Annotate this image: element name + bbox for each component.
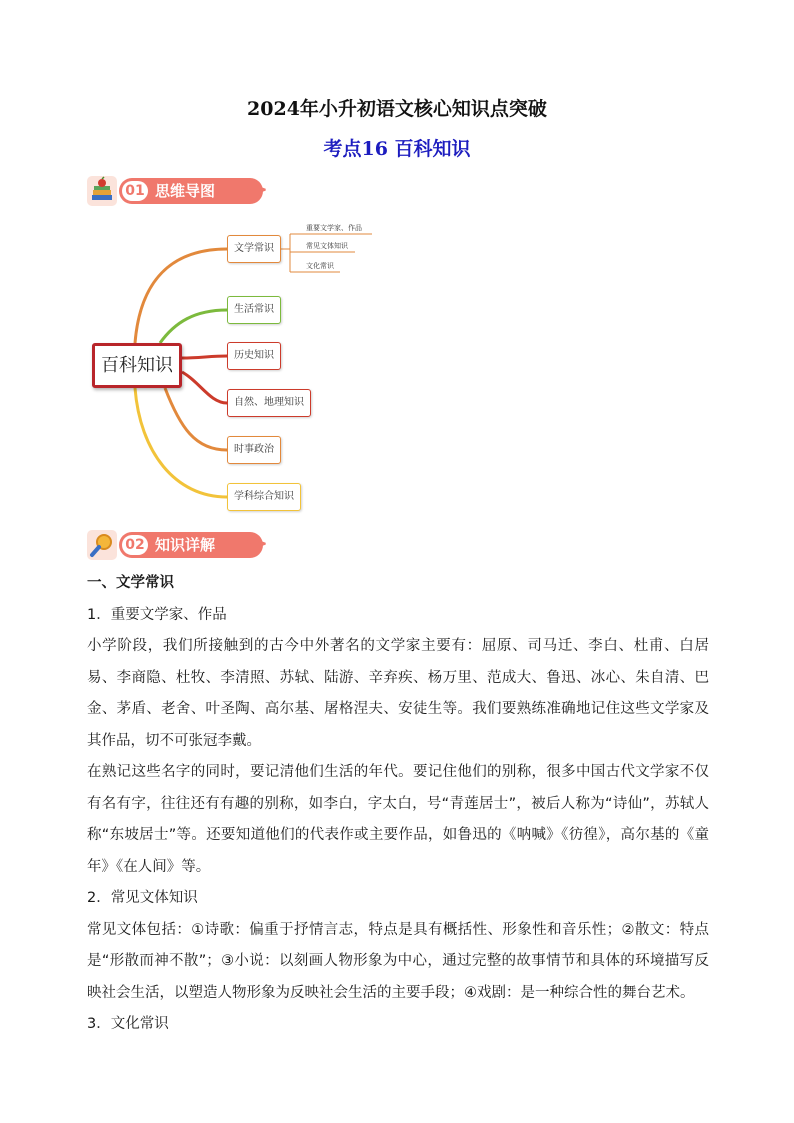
- page-title: 2024年小升初语文核心知识点突破: [247, 98, 547, 120]
- mind-map-node-subject: 学科综合知识: [227, 483, 301, 511]
- section-number: 02: [122, 535, 148, 555]
- mind-map-root: 百科知识: [92, 343, 182, 388]
- subheading-genres: 2．常见文体知识: [87, 890, 198, 906]
- paragraph-writers: 小学阶段，我们所接触到的古今中外著名的文学家主要有：屈原、司马迁、李白、杜甫、白居易、李商隐、杜牧、李清照、苏轼、陆游、辛弃疾、杨万里、范成大、鲁迅、冰心、朱自清、巴金、茅盾、老舍、叶圣陶、高尔基、屠格涅夫、安徒生等。我们要熟练准确地记住这些文学家及其作品，切不可张冠李戴。: [87, 638, 709, 749]
- connector-subject: [135, 388, 227, 497]
- paragraph-era-alias: 在熟记这些名字的同时，要记清他们生活的年代。要记住他们的别称，很多中国古代文学家不仅有名有字，往往还有有趣的别称，如李白，字太白，号“青莲居士”，被后人称为“诗仙”，苏轼人称“东坡居士”等。还要知道他们的代表作或主要作品，如鲁迅的《呐喊》《彷徨》，高尔基的《童年》《在人间》等。: [87, 764, 709, 875]
- section-label: 知识详解: [155, 536, 216, 554]
- connector-politics: [165, 388, 227, 450]
- mind-map-leaf: 常见文体知识: [306, 242, 348, 250]
- mind-map-node-nature: 自然、地理知识: [227, 389, 311, 417]
- mind-map-node-history: 历史知识: [227, 342, 281, 370]
- mind-map-leaf: 重要文学家、作品: [306, 224, 362, 232]
- mind-map: [80, 212, 400, 522]
- section-label: 思维导图: [155, 182, 216, 200]
- mind-map-leaf: 文化常识: [306, 262, 334, 270]
- knowledge-content: [87, 568, 709, 1041]
- magnifier-icon: [87, 530, 117, 560]
- page-subtitle: 考点16 百科知识: [323, 138, 471, 160]
- double-chevron-icon: >>: [241, 534, 266, 554]
- connector-life: [160, 310, 227, 343]
- paragraph-genres: 常见文体包括：①诗歌：偏重于抒情言志，特点是具有概括性、形象性和音乐性；②散文：特点是“形散而神不散”；③小说：以刻画人物形象为中心，通过完整的故事情节和具体的环境描写反映社会生活，以塑造人物形象为反映社会生活的主要手段；④戏剧：是一种综合性的舞台艺术。: [87, 921, 709, 1001]
- section-number: 01: [122, 181, 148, 201]
- heading-literature: 一、文学常识: [87, 575, 174, 591]
- subheading-writers: 1．重要文学家、作品: [87, 606, 227, 623]
- mind-map-node-politics: 时事政治: [227, 436, 281, 464]
- mind-map-node-life: 生活常识: [227, 296, 281, 324]
- section-banner-details: [87, 530, 287, 560]
- mind-map-node-literature: 文学常识: [227, 235, 281, 263]
- double-chevron-icon: >>: [241, 180, 266, 200]
- connector-nature: [182, 372, 227, 403]
- subheading-culture: 3．文化常识: [87, 1016, 169, 1032]
- section-banner-mindmap: [87, 176, 287, 206]
- books-apple-icon: [87, 176, 117, 206]
- connector-literature: [135, 249, 227, 343]
- connector-history: [182, 356, 227, 358]
